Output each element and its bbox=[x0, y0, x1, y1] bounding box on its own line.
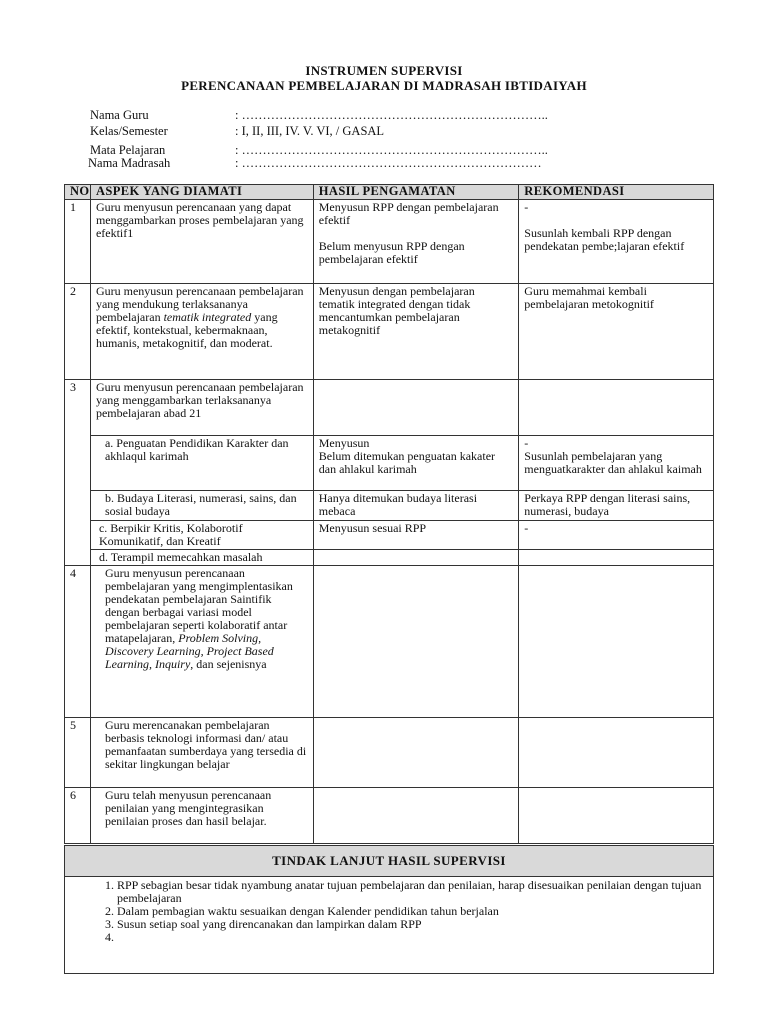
row-rekomendasi bbox=[519, 550, 714, 566]
info-value: : I, II, III, IV. V. VI, / GASAL bbox=[235, 124, 385, 138]
info-label: Nama Guru bbox=[90, 108, 149, 122]
header-aspek: ASPEK YANG DIAMATI bbox=[90, 185, 313, 200]
subaspek-a: a. Penguatan Pendidikan Karakter dan akhlaqul karimah bbox=[90, 436, 313, 491]
header-hasil: HASIL PENGAMATAN bbox=[313, 185, 519, 200]
table-subrow bbox=[65, 491, 714, 521]
info-value: : ……………………………………………………………….. bbox=[235, 108, 548, 122]
info-kelas-semester bbox=[90, 124, 384, 139]
aspek-text: , dan sejenisnya bbox=[190, 657, 267, 671]
list-item: 1. RPP sebagian besar tidak nyambung anatar tujuan pembelajaran dan penilaian, harap disesuaikan penilaian dengan tujuan pembelajaran bbox=[117, 879, 713, 905]
row-number: 6 bbox=[65, 788, 91, 844]
row-hasil: Menyusun dengan pembelajaran tematik integrated dengan tidak mencantumkan pembelajaran metakognitif bbox=[313, 284, 519, 380]
row-number: 4 bbox=[65, 566, 91, 718]
table-row bbox=[65, 284, 714, 380]
row-hasil bbox=[313, 436, 519, 491]
list-item: 3. Susun setiap soal yang direncanakan dan lampirkan dalam RPP bbox=[117, 918, 713, 931]
row-aspek bbox=[90, 566, 313, 718]
row-hasil bbox=[313, 788, 519, 844]
table-row bbox=[65, 718, 714, 788]
row-hasil: Hanya ditemukan budaya literasi mebaca bbox=[313, 491, 519, 521]
info-label: Kelas/Semester bbox=[90, 124, 168, 138]
table-row bbox=[65, 788, 714, 844]
row-rekomendasi bbox=[519, 200, 714, 284]
row-number: 3 bbox=[65, 380, 91, 566]
document-subtitle: PERENCANAAN PEMBELAJARAN DI MADRASAH IBTIDAIYAH bbox=[181, 78, 587, 93]
table-subrow bbox=[65, 550, 714, 566]
row-hasil bbox=[313, 200, 519, 284]
info-value: : ……………………………………………………………….. bbox=[235, 143, 548, 157]
table-subrow bbox=[65, 521, 714, 550]
hasil-text: Menyusun RPP dengan pembelajaran efektif bbox=[318, 200, 499, 227]
row-rekomendasi bbox=[519, 380, 714, 436]
followup-list bbox=[65, 877, 713, 973]
followup-title: TINDAK LANJUT HASIL SUPERVISI bbox=[65, 846, 713, 877]
subaspek-c: c. Berpikir Kritis, Kolaborotif Komunikatif, dan Kreatif bbox=[90, 521, 313, 550]
rekomendasi-text: Susunlah pembelajaran yang menguatkarakter dan ahlakul kaimah bbox=[524, 449, 702, 476]
info-nama-guru bbox=[90, 108, 548, 123]
table-row bbox=[65, 566, 714, 718]
info-label: Mata Pelajaran bbox=[90, 143, 166, 157]
table-subrow bbox=[65, 436, 714, 491]
aspek-text: Guru menyusun perencanaan pembelajaran yang mendukung terlaksananya pembelajaran bbox=[95, 284, 304, 324]
info-label: Nama Madrasah bbox=[88, 156, 171, 170]
aspek-italic: tematik integrated bbox=[163, 310, 252, 324]
subaspek-d: d. Terampil memecahkan masalah bbox=[90, 550, 313, 566]
row-number: 2 bbox=[65, 284, 91, 380]
row-hasil: Menyusun sesuai RPP bbox=[313, 521, 519, 550]
rekomendasi-text: - bbox=[524, 436, 529, 450]
hasil-text: Belum menyusun RPP dengan pembelajaran efektif bbox=[318, 239, 465, 266]
table-row bbox=[65, 200, 714, 284]
table-row bbox=[65, 380, 714, 436]
aspek-text: Guru menyusun perencanaan pembelajaran yang mengimplentasikan pendekatan pembelajaran Saintifik dengan berbagai variasi model pembelajaran seperti kolaboratif antar matapelajaran, bbox=[104, 566, 293, 645]
supervision-table bbox=[64, 184, 714, 844]
table-header-row bbox=[65, 185, 714, 200]
followup-section bbox=[64, 845, 714, 974]
row-hasil bbox=[313, 566, 519, 718]
row-hasil bbox=[313, 718, 519, 788]
row-rekomendasi bbox=[519, 718, 714, 788]
aspek-italic: Problem Solving, Discovery Learning, Project Based Learning, Inquiry bbox=[104, 631, 274, 671]
aspek-text: yang efektif, kontekstual, kebermaknaan, humanis, metakognitif, dan moderat. bbox=[95, 310, 278, 350]
row-aspek bbox=[90, 284, 313, 380]
rekomendasi-text: Susunlah kembali RPP dengan pendekatan pembe;lajaran efektif bbox=[524, 226, 685, 253]
list-item bbox=[117, 931, 713, 944]
info-value: : ……………………………………………………………… bbox=[235, 156, 542, 170]
row-rekomendasi: - bbox=[519, 521, 714, 550]
rekomendasi-text: - bbox=[524, 200, 529, 214]
row-hasil bbox=[313, 380, 519, 436]
list-item: 2. Dalam pembagian waktu sesuaikan dengan Kalender pendidikan tahun berjalan bbox=[117, 905, 713, 918]
row-aspek: Guru telah menyusun perencanaan penilaian yang mengintegrasikan penilaian proses dan hasil belajar. bbox=[90, 788, 313, 844]
document-title: INSTRUMEN SUPERVISI bbox=[305, 63, 463, 78]
row-rekomendasi bbox=[519, 788, 714, 844]
row-rekomendasi: Perkaya RPP dengan literasi sains, numerasi, budaya bbox=[519, 491, 714, 521]
subaspek-b: b. Budaya Literasi, numerasi, sains, dan sosial budaya bbox=[90, 491, 313, 521]
row-aspek: Guru menyusun perencanaan yang dapat menggambarkan proses pembelajaran yang efektif1 bbox=[90, 200, 313, 284]
row-number: 5 bbox=[65, 718, 91, 788]
row-number: 1 bbox=[65, 200, 91, 284]
row-rekomendasi bbox=[519, 436, 714, 491]
hasil-text: Belum ditemukan penguatan kakater dan ahlakul karimah bbox=[318, 449, 496, 476]
row-hasil bbox=[313, 550, 519, 566]
row-rekomendasi: Guru memahmai kembali pembelajaran metokognitif bbox=[519, 284, 714, 380]
header-rekomendasi: REKOMENDASI bbox=[519, 185, 714, 200]
row-aspek: Guru menyusun perencanaan pembelajaran yang menggambarkan terlaksananya pembelajaran abad 21 bbox=[90, 380, 313, 436]
row-aspek: Guru merencanakan pembelajaran berbasis teknologi informasi dan/ atau pemanfaatan sumberdaya yang tersedia di sekitar lingkungan belajar bbox=[90, 718, 313, 788]
row-rekomendasi bbox=[519, 566, 714, 718]
hasil-text: Menyusun bbox=[318, 436, 370, 450]
info-nama-madrasah bbox=[88, 156, 542, 171]
header-no: NO bbox=[65, 185, 91, 200]
